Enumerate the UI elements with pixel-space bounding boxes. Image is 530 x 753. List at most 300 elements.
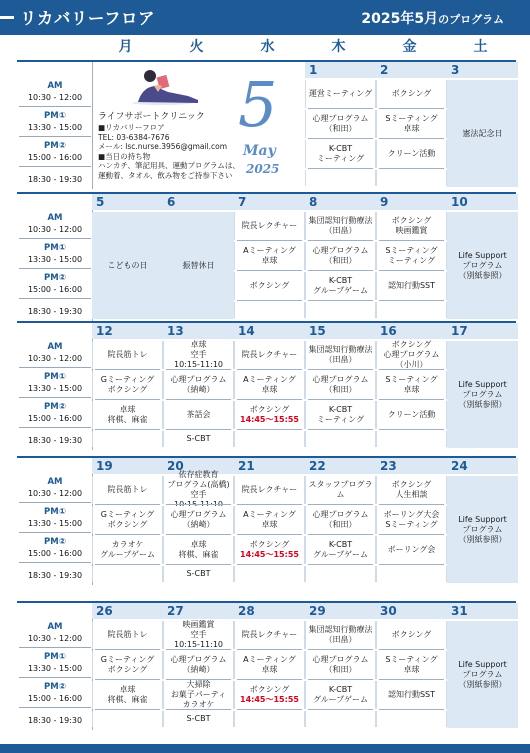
cell-separator — [166, 709, 231, 710]
clinic-name: ライフサポートクリニック — [98, 112, 205, 122]
month-title — [361, 8, 504, 28]
day-column — [447, 456, 518, 583]
program-cell-pm2: ボクシング — [234, 272, 305, 300]
time-slot-range: 15:00 - 16:00 — [27, 285, 83, 294]
weekday-4: 金 — [402, 39, 417, 55]
time-slot-am — [17, 621, 93, 644]
cell-separator — [166, 369, 231, 370]
month-name-art: May — [243, 143, 276, 159]
program-cell-am: 卓球 空手 10:15-11:10 — [163, 341, 234, 369]
cell-separator — [308, 108, 373, 109]
program-cell-pm2: ボーリング会 — [376, 536, 447, 564]
time-slot-range: 13:30 - 15:00 — [27, 664, 83, 673]
time-slot-label: PM② — [44, 537, 66, 547]
program-cell-am: 院長筋トレ — [92, 476, 163, 504]
time-slot-range: 15:00 - 16:00 — [27, 694, 83, 703]
date-number: 1 — [305, 62, 376, 78]
cell-separator — [308, 504, 373, 505]
cell-separator — [379, 429, 444, 430]
day-column — [234, 456, 305, 583]
day-column — [447, 321, 518, 448]
date-number: 30 — [376, 603, 447, 619]
program-cell-eve — [376, 711, 447, 727]
cell-separator — [308, 534, 373, 535]
date-number: 20 — [163, 458, 234, 474]
full-day-saturday — [447, 476, 518, 583]
cell-separator — [166, 399, 231, 400]
program-cell-eve — [305, 170, 376, 186]
day-column — [305, 60, 376, 187]
program-cell-pm2: ボクシング 14:45～15:55 — [234, 681, 305, 709]
program-cell-eve — [305, 566, 376, 582]
program-cell-am: 映画鑑賞 空手 10:15-11:10 — [163, 621, 234, 649]
time-separator — [19, 238, 91, 239]
belongings-title: ■当日の持ち物 — [98, 151, 151, 161]
program-cell-eve — [376, 431, 447, 447]
program-cell-am: ボクシング 人生相談 — [376, 476, 447, 504]
full-day-text: 振替休日 — [163, 212, 234, 319]
cell-separator — [166, 504, 231, 505]
program-cell-am: 院長レクチャー — [234, 621, 305, 649]
time-separator — [19, 532, 91, 533]
date-number: 15 — [305, 323, 376, 339]
weekday-3: 木 — [331, 39, 346, 55]
week-row — [17, 192, 516, 319]
program-cell-eve: S-CBT — [163, 566, 234, 582]
time-slot-range: 18:30 - 19:30 — [27, 436, 83, 445]
time-slot-pm2 — [17, 272, 93, 295]
header-accent-bar — [0, 16, 14, 19]
time-slot-pm2 — [17, 681, 93, 704]
program-cell-am: ボクシング 映画鑑賞 — [376, 212, 447, 240]
time-slot-am — [17, 476, 93, 499]
program-cell-pm1: ボーリング大会 Sミーティング — [376, 506, 447, 534]
week-row — [17, 601, 516, 728]
program-cell-eve — [305, 302, 376, 318]
cell-separator — [308, 369, 373, 370]
cell-separator — [379, 709, 444, 710]
day-column — [305, 321, 376, 448]
date-number: 28 — [234, 603, 305, 619]
date-number: 12 — [92, 323, 163, 339]
time-slot-range: 10:30 - 12:00 — [27, 634, 83, 643]
cell-separator — [308, 429, 373, 430]
program-cell-eve — [234, 711, 305, 727]
date-number: 2 — [376, 62, 447, 78]
time-slot-range: 10:30 - 12:00 — [27, 489, 83, 498]
date-number: 14 — [234, 323, 305, 339]
clinic-floor: ■リカバリーフロア — [98, 123, 165, 132]
program-cell-am: ボクシング — [376, 621, 447, 649]
date-number: 31 — [447, 603, 518, 619]
time-separator — [19, 677, 91, 678]
date-number: 27 — [163, 603, 234, 619]
cell-separator — [95, 709, 160, 710]
cell-separator — [166, 429, 231, 430]
time-separator — [19, 647, 91, 648]
day-column — [376, 456, 447, 583]
date-number: 13 — [163, 323, 234, 339]
time-slot-range: 18:30 - 19:30 — [27, 571, 83, 580]
program-cell-pm2: ボクシング 14:45～15:55 — [234, 536, 305, 564]
cell-separator — [308, 300, 373, 301]
cell-separator — [308, 709, 373, 710]
program-cell-eve — [234, 302, 305, 318]
date-number: 5 — [92, 194, 163, 210]
day-column — [234, 192, 305, 319]
cell-separator — [379, 564, 444, 565]
time-slot-pm2 — [17, 401, 93, 424]
date-number: 19 — [92, 458, 163, 474]
cell-separator — [95, 679, 160, 680]
time-separator — [19, 298, 91, 299]
program-cell-eve — [376, 302, 447, 318]
program-cell-pm2: クリーン活動 — [376, 401, 447, 429]
time-slot-range: 13:30 - 15:00 — [27, 519, 83, 528]
date-number: 26 — [92, 603, 163, 619]
day-column — [163, 321, 234, 448]
cell-separator — [237, 679, 302, 680]
program-cell-am: 集団認知行動療法 （田畠） — [305, 341, 376, 369]
full-day-text: Life Support プログラム （別紙参照） — [447, 212, 518, 319]
time-slot-label: PM② — [44, 682, 66, 692]
day-column — [163, 601, 234, 728]
time-slot-label: PM② — [44, 273, 66, 283]
date-number: 6 — [163, 194, 234, 210]
time-slot-label: PM① — [44, 652, 66, 662]
cell-separator — [166, 679, 231, 680]
program-cell-pm1: 心理プログラム （和田） — [305, 242, 376, 270]
belongings-line2: 運動着、タオル、飲み物をご持参下さい — [98, 170, 233, 180]
program-cell-pm1: Sミーティング 卓球 — [376, 651, 447, 679]
program-cell-eve — [376, 170, 447, 186]
day-column — [447, 60, 518, 187]
date-number: 22 — [305, 458, 376, 474]
program-cell-pm1: Gミーティング ボクシング — [92, 651, 163, 679]
clinic-mail: メール: lsc.nurse.3956@gmail.com — [98, 142, 228, 151]
time-slot-label: PM① — [44, 243, 66, 253]
time-slot-label: PM② — [44, 402, 66, 412]
date-number: 10 — [447, 194, 518, 210]
program-cell-pm1: 心理プログラム （納崎） — [163, 651, 234, 679]
time-slot-label: PM① — [44, 507, 66, 517]
program-cell-pm1: Gミーティング ボクシング — [92, 371, 163, 399]
belongings-line1: ハンカチ、筆記用具、運動プログラムは、 — [98, 161, 240, 170]
time-slot-range: 13:30 - 15:00 — [27, 255, 83, 264]
cell-separator — [308, 399, 373, 400]
program-cell-pm1: 心理プログラム （和田） — [305, 506, 376, 534]
time-slot-range: 10:30 - 12:00 — [27, 93, 83, 102]
time-slot-range: 15:00 - 16:00 — [27, 153, 83, 162]
cell-separator — [95, 429, 160, 430]
cell-separator — [379, 240, 444, 241]
day-column — [376, 60, 447, 187]
weekday-1: 火 — [189, 39, 204, 55]
cell-separator — [308, 679, 373, 680]
day-column — [447, 192, 518, 319]
program-cell-am: 依存症教育 プログラム(高橋) 空手 — [163, 476, 234, 504]
date-number: 8 — [305, 194, 376, 210]
time-slot-label: AM — [47, 81, 63, 91]
day-column — [376, 601, 447, 728]
time-slot-range: 10:30 - 12:00 — [27, 354, 83, 363]
day-column — [305, 456, 376, 583]
program-cell-pm1: Aミーティング 卓球 — [234, 371, 305, 399]
day-column — [447, 601, 518, 728]
date-number: 24 — [447, 458, 518, 474]
weekday-5: 土 — [473, 39, 488, 55]
time-slot-pm1 — [17, 371, 93, 394]
time-slot-label: AM — [47, 622, 63, 632]
date-number: 29 — [305, 603, 376, 619]
full-day-text: Life Support プログラム （別紙参照） — [447, 621, 518, 728]
time-slot-range: 10:30 - 12:00 — [27, 225, 83, 234]
program-cell-pm2: 茶話会 — [163, 401, 234, 429]
time-slot-am — [17, 80, 93, 103]
day-column — [376, 192, 447, 319]
program-cell-pm2: 卓球 将棋、麻雀 — [92, 401, 163, 429]
date-number: 9 — [376, 194, 447, 210]
time-slot-range: 18:30 - 19:30 — [27, 716, 83, 725]
clinic-tel: TEL: 03-6384-7676 — [98, 132, 170, 142]
date-number: 3 — [447, 62, 518, 78]
time-separator — [19, 427, 91, 428]
month-suffix: のプログラム — [438, 13, 504, 26]
cell-separator — [237, 709, 302, 710]
program-cell-pm1: 心理プログラム （和田） — [305, 371, 376, 399]
weekday-header — [90, 36, 516, 58]
program-cell-am: スタッフプログラム — [305, 476, 376, 504]
time-slot-pm2 — [17, 536, 93, 559]
time-slot-label: PM① — [44, 372, 66, 382]
cell-separator — [237, 429, 302, 430]
time-note: 14:45～15:55 — [240, 415, 299, 424]
program-cell-pm2: K-CBT グループゲーム — [305, 536, 376, 564]
program-cell-pm1: Gミーティング ボクシング — [92, 506, 163, 534]
full-day-tuesday — [163, 212, 234, 319]
time-slot-label: AM — [47, 477, 63, 487]
program-cell-eve: S-CBT — [163, 431, 234, 447]
program-cell-eve — [305, 711, 376, 727]
week-row — [17, 321, 516, 448]
cell-separator — [237, 369, 302, 370]
program-cell-eve — [305, 431, 376, 447]
program-cell-am: ボクシング 心理プログラム （小川） — [376, 341, 447, 369]
time-slot-am — [17, 341, 93, 364]
program-cell-am: 院長レクチャー — [234, 476, 305, 504]
program-cell-am: 運営ミーティング — [305, 80, 376, 108]
full-day-saturday — [447, 80, 518, 187]
day-column — [234, 601, 305, 728]
program-cell-pm2: K-CBT ミーティング — [305, 401, 376, 429]
program-cell-am: 院長筋トレ — [92, 341, 163, 369]
program-cell-am: 集団認知行動療法 （田畠） — [305, 621, 376, 649]
month-number-art: 5 — [238, 68, 278, 141]
time-slot-eve — [17, 570, 93, 581]
program-cell-pm1: Sミーティング ミーティング — [376, 242, 447, 270]
time-separator — [19, 166, 91, 167]
program-cell-pm2: 卓球 将棋、麻雀 — [92, 681, 163, 709]
cell-separator — [379, 138, 444, 139]
date-number: 7 — [234, 194, 305, 210]
program-cell-eve — [234, 431, 305, 447]
time-separator — [19, 367, 91, 368]
full-day-saturday — [447, 621, 518, 728]
time-separator — [19, 502, 91, 503]
cell-separator — [308, 564, 373, 565]
clinic-info — [98, 112, 240, 180]
program-cell-pm2: 大掃除 お菓子パーティ カラオケ — [163, 681, 234, 709]
cell-separator — [237, 534, 302, 535]
day-column — [163, 456, 234, 583]
year-art: 2025 — [246, 162, 280, 176]
day-column — [92, 456, 163, 583]
cell-separator — [95, 369, 160, 370]
cell-separator — [379, 369, 444, 370]
cell-separator — [379, 270, 444, 271]
cell-separator — [308, 649, 373, 650]
cell-separator — [379, 504, 444, 505]
program-cell-am: 院長レクチャー — [234, 212, 305, 240]
weekday-2: 水 — [260, 39, 275, 55]
time-slot-eve — [17, 306, 93, 317]
cell-separator — [237, 270, 302, 271]
day-column — [305, 192, 376, 319]
program-cell-pm2: 卓球 将棋、麻雀 — [163, 536, 234, 564]
day-column — [163, 192, 234, 319]
cell-separator — [379, 399, 444, 400]
cell-separator — [237, 504, 302, 505]
time-slot-label: PM① — [44, 111, 66, 121]
cell-separator — [379, 108, 444, 109]
time-slot-am — [17, 212, 93, 235]
day-column — [234, 321, 305, 448]
time-slot-range: 13:30 - 15:00 — [27, 123, 83, 132]
time-slot-range: 15:00 - 16:00 — [27, 414, 83, 423]
reading-person-illustration — [128, 66, 206, 106]
program-cell-am: ボクシング — [376, 80, 447, 108]
cell-separator — [166, 564, 231, 565]
cell-separator — [95, 534, 160, 535]
program-cell-am: 集団認知行動療法 （田畠） — [305, 212, 376, 240]
program-cell-pm1: Aミーティング 卓球 — [234, 506, 305, 534]
cell-separator — [95, 504, 160, 505]
time-slot-label: AM — [47, 342, 63, 352]
cell-separator — [379, 649, 444, 650]
time-separator — [19, 268, 91, 269]
time-separator — [19, 106, 91, 107]
day-column — [92, 192, 163, 319]
program-cell-pm2: 認知行動SST — [376, 272, 447, 300]
cell-separator — [308, 168, 373, 169]
time-separator — [19, 562, 91, 563]
cell-separator — [308, 240, 373, 241]
program-cell-eve — [234, 566, 305, 582]
program-cell-pm1: Sミーティング 卓球 — [376, 371, 447, 399]
cell-separator — [95, 399, 160, 400]
full-day-text: Life Support プログラム （別紙参照） — [447, 341, 518, 448]
full-day-saturday — [447, 341, 518, 448]
program-cell-am: 院長レクチャー — [234, 341, 305, 369]
cell-separator — [379, 168, 444, 169]
time-slot-range: 18:30 - 19:30 — [27, 175, 83, 184]
cell-separator — [379, 300, 444, 301]
program-cell-eve — [376, 566, 447, 582]
full-day-saturday — [447, 212, 518, 319]
cell-separator — [308, 270, 373, 271]
program-cell-pm2: K-CBT グループゲーム — [305, 681, 376, 709]
program-cell-pm1: 心理プログラム （和田） — [305, 110, 376, 138]
time-slot-eve — [17, 435, 93, 446]
time-slot-eve — [17, 174, 93, 185]
cell-separator — [308, 138, 373, 139]
time-slot-label: PM② — [44, 141, 66, 151]
program-cell-pm2: K-CBT ミーティング — [305, 140, 376, 168]
program-cell-pm2: クリーン活動 — [376, 140, 447, 168]
program-cell-pm1: Aミーティング 卓球 — [234, 651, 305, 679]
program-cell-am: 院長筋トレ — [92, 621, 163, 649]
time-slot-range: 15:00 - 16:00 — [27, 549, 83, 558]
full-day-text: Life Support プログラム （別紙参照） — [447, 476, 518, 583]
cell-separator — [237, 649, 302, 650]
date-number: 17 — [447, 323, 518, 339]
full-day-monday — [92, 212, 163, 319]
date-number: 16 — [376, 323, 447, 339]
full-day-text: こどもの日 — [92, 212, 163, 319]
program-cell-pm1: Aミーティング 卓球 — [234, 242, 305, 270]
week-row — [17, 456, 516, 583]
footer-rule — [0, 744, 530, 753]
program-cell-pm2: 認知行動SST — [376, 681, 447, 709]
program-cell-pm1: 心理プログラム （和田） — [305, 651, 376, 679]
year-month: 2025年5月 — [361, 11, 439, 27]
program-cell-pm1: 心理プログラム （納崎） — [163, 371, 234, 399]
date-number: 23 — [376, 458, 447, 474]
date-number: 21 — [234, 458, 305, 474]
day-column — [92, 601, 163, 728]
program-cell-pm1: Sミーティング 卓球 — [376, 110, 447, 138]
cell-separator — [95, 564, 160, 565]
cell-separator — [237, 399, 302, 400]
program-cell-pm2: K-CBT グループゲーム — [305, 272, 376, 300]
cell-separator — [166, 649, 231, 650]
program-cell-eve: S-CBT — [163, 711, 234, 727]
cell-separator — [95, 649, 160, 650]
time-slot-pm1 — [17, 651, 93, 674]
time-separator — [19, 136, 91, 137]
cell-separator — [379, 679, 444, 680]
cell-separator — [237, 564, 302, 565]
day-column — [92, 321, 163, 448]
program-cell-pm2: ボクシング 14:45～15:55 — [234, 401, 305, 429]
full-day-text: 憲法記念日 — [447, 80, 518, 187]
cell-separator — [379, 534, 444, 535]
program-cell-eve — [92, 431, 163, 447]
time-slot-pm1 — [17, 110, 93, 133]
day-column — [305, 601, 376, 728]
page-title: リカバリーフロア — [20, 9, 156, 28]
time-slot-eve — [17, 715, 93, 726]
program-cell-eve — [92, 566, 163, 582]
time-note: 14:45～15:55 — [240, 695, 299, 704]
program-cell-pm2: カラオケ グループゲーム — [92, 536, 163, 564]
time-slot-pm1 — [17, 506, 93, 529]
time-slot-range: 13:30 - 15:00 — [27, 384, 83, 393]
cell-separator — [237, 240, 302, 241]
time-separator — [19, 707, 91, 708]
weekday-0: 月 — [118, 39, 133, 55]
time-separator — [19, 397, 91, 398]
